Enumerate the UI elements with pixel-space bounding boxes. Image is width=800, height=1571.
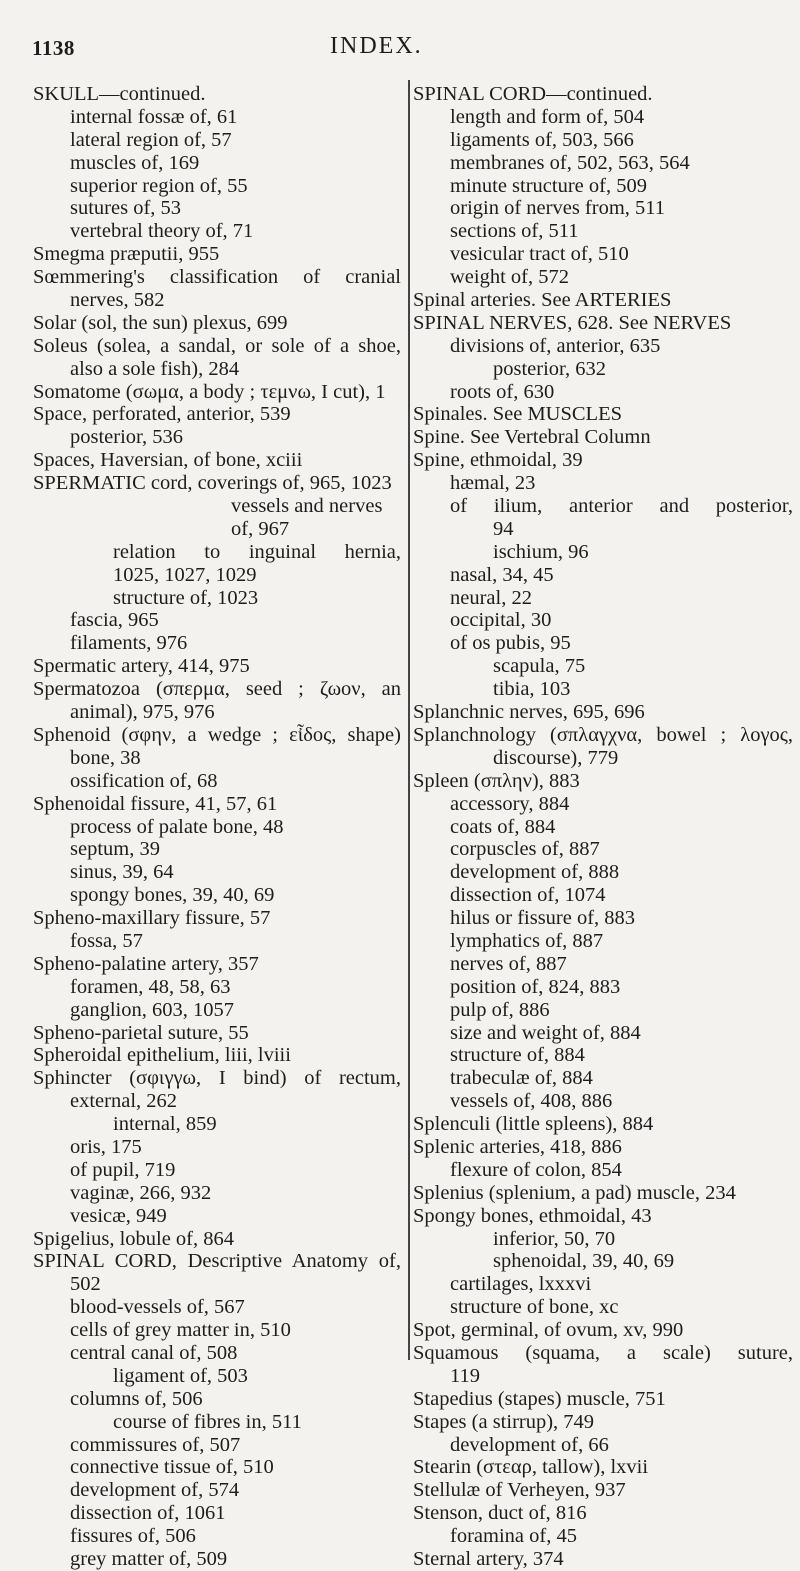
index-entry: development of, 66 (450, 1433, 609, 1456)
index-entry: vessels of, 408, 886 (450, 1090, 613, 1113)
index-entry: sutures of, 53 (70, 197, 182, 220)
page-title: INDEX. (330, 33, 423, 59)
index-entry: inferior, 50, 70 (493, 1227, 616, 1250)
index-entry: Stearin (στεαρ, tallow), lxvii (413, 1456, 649, 1479)
index-entry: pulp of, 886 (450, 998, 550, 1021)
index-entry: Splenic arteries, 418, 886 (413, 1135, 622, 1158)
index-entry: membranes of, 502, 563, 564 (450, 151, 690, 174)
index-entry: Sphenoid (σφην, a wedge ; εἶδος, shape) (33, 723, 401, 746)
index-entry: corpuscles of, 887 (450, 838, 600, 861)
index-entry: cartilages, lxxxvi (450, 1273, 592, 1296)
index-entry: Spine, ethmoidal, 39 (413, 449, 583, 472)
index-entry: Splanchnology (σπλαγχνα, bowel ; λογος, (413, 723, 793, 746)
index-entry: Squamous (squama, a scale) suture, (413, 1341, 793, 1364)
index-entry: Spermatozoa (σπερμα, seed ; ζωον, an (33, 678, 401, 701)
index-entry: 502 (70, 1273, 101, 1296)
index-entry: sections of, 511 (450, 220, 579, 243)
index-entry: Spermatic artery, 414, 975 (33, 655, 250, 678)
index-entry: septum, 39 (70, 838, 160, 861)
index-entry: foramina of, 45 (450, 1525, 577, 1548)
index-entry: Spine. See Vertebral Column (413, 426, 651, 449)
index-entry: fossa, 57 (70, 929, 143, 952)
index-entry: development of, 574 (70, 1479, 240, 1502)
index-entry: Spleen (σπλην), 883 (413, 769, 580, 792)
index-entry: roots of, 630 (450, 380, 555, 403)
index-entry: flexure of colon, 854 (450, 1158, 622, 1181)
index-entry: position of, 824, 883 (450, 975, 621, 998)
index-entry: Splenius (splenium, a pad) muscle, 234 (413, 1181, 736, 1204)
index-entry: Spinal arteries. See ARTERIES (413, 289, 672, 312)
index-entry: coats of, 884 (450, 815, 556, 838)
index-entry: hilus or fissure of, 883 (450, 907, 636, 930)
index-entry: fissures of, 506 (70, 1525, 196, 1548)
index-entry: Spinales. See MUSCLES (413, 403, 622, 426)
index-entry: Spaces, Haversian, of bone, xciii (33, 449, 303, 472)
index-entry: ligaments of, 503, 566 (450, 128, 634, 151)
index-entry: Space, perforated, anterior, 539 (33, 403, 291, 426)
column-divider (408, 80, 410, 1360)
index-entry: vertebral theory of, 71 (70, 220, 254, 243)
index-entry: external, 262 (70, 1090, 178, 1113)
index-entry: of os pubis, 95 (450, 632, 571, 655)
index-entry: internal fossæ of, 61 (70, 105, 238, 128)
index-entry: muscles of, 169 (70, 151, 200, 174)
index-entry: origin of nerves from, 511 (450, 197, 666, 220)
index-entry: dissection of, 1061 (70, 1502, 226, 1525)
index-entry: filaments, 976 (70, 632, 188, 655)
index-entry: Spheno-palatine artery, 357 (33, 952, 259, 975)
index-entry: superior region of, 55 (70, 174, 248, 197)
index-entry: scapula, 75 (493, 655, 586, 678)
index-entry: nerves of, 887 (450, 952, 567, 975)
index-entry: Stellulæ of Verheyen, 937 (413, 1479, 626, 1502)
index-entry: hæmal, 23 (450, 472, 536, 495)
index-entry: SPERMATIC cord, coverings of, 965, 1023 (33, 472, 392, 495)
index-entry: foramen, 48, 58, 63 (70, 975, 231, 998)
index-entry: ganglion, 603, 1057 (70, 998, 234, 1021)
index-entry: occipital, 30 (450, 609, 552, 632)
index-entry: connective tissue of, 510 (70, 1456, 274, 1479)
index-entry: development of, 888 (450, 861, 620, 884)
index-entry: Stapes (a stirrup), 749 (413, 1410, 595, 1433)
index-entry: weight of, 572 (450, 266, 569, 289)
index-entry: lateral region of, 57 (70, 128, 232, 151)
index-entry: Sphincter (σφιγγω, I bind) of rectum, (33, 1067, 401, 1090)
index-entry: structure of, 1023 (113, 586, 259, 609)
index-entry: posterior, 632 (493, 357, 607, 380)
index-entry: process of palate bone, 48 (70, 815, 284, 838)
index-entry: grey matter of, 509 (70, 1548, 228, 1570)
index-entry: ischium, 96 (493, 540, 589, 563)
index-entry: Stenson, duct of, 816 (413, 1502, 587, 1525)
index-entry: Spheno-parietal suture, 55 (33, 1021, 249, 1044)
index-entry: dissection of, 1074 (450, 884, 606, 907)
index-entry: relation to inguinal hernia, (113, 540, 401, 563)
index-entry: animal), 975, 976 (70, 701, 215, 724)
index-entry: Solar (sol, the sun) plexus, 699 (33, 311, 288, 334)
index-entry: vaginæ, 266, 932 (70, 1181, 212, 1204)
index-entry: columns of, 506 (70, 1387, 203, 1410)
index-entry: vessels and nerves (231, 495, 383, 518)
index-entry: internal, 859 (113, 1113, 217, 1136)
index-entry: Sternal artery, 374 (413, 1548, 564, 1570)
page-number: 1138 (32, 36, 75, 60)
index-entry: size and weight of, 884 (450, 1021, 641, 1044)
index-entry: Spot, germinal, of ovum, xv, 990 (413, 1319, 684, 1342)
index-entry: ligament of, 503 (113, 1364, 248, 1387)
index-entry: Somatome (σωμα, a body ; τεμνω, I cut), 1 (33, 380, 386, 403)
index-entry: 94 (493, 517, 514, 540)
index-entry: Sphenoidal fissure, 41, 57, 61 (33, 792, 278, 815)
index-entry: 119 (450, 1364, 480, 1387)
index-column-right (413, 83, 793, 1571)
index-column-left (33, 83, 401, 1571)
index-entry: Spheno-maxillary fissure, 57 (33, 907, 271, 930)
index-entry: Splanchnic nerves, 695, 696 (413, 701, 645, 724)
index-entry: blood-vessels of, 567 (70, 1296, 245, 1319)
index-entry: fascia, 965 (70, 609, 159, 632)
index-entry: structure of, 884 (450, 1044, 585, 1067)
index-entry: structure of bone, xc (450, 1296, 619, 1319)
index-entry: accessory, 884 (450, 792, 570, 815)
index-entry: Soleus (solea, a sandal, or sole of a shoe, (33, 334, 401, 357)
index-entry: SPINAL NERVES, 628. See NERVES (413, 311, 732, 334)
index-entry: tibia, 103 (493, 678, 571, 701)
index-entry: vesicæ, 949 (70, 1204, 167, 1227)
index-entry: SPINAL CORD—continued. (413, 83, 653, 105)
index-entry: ossification of, 68 (70, 769, 218, 792)
index-entry: 1025, 1027, 1029 (113, 563, 257, 586)
index-entry: lymphatics of, 887 (450, 929, 604, 952)
index-entry: oris, 175 (70, 1135, 142, 1158)
index-entry: sphenoidal, 39, 40, 69 (493, 1250, 675, 1273)
index-entry: trabeculæ of, 884 (450, 1067, 593, 1090)
index-entry: cells of grey matter in, 510 (70, 1319, 291, 1342)
index-entry: central canal of, 508 (70, 1341, 238, 1364)
index-entry: minute structure of, 509 (450, 174, 647, 197)
index-entry: posterior, 536 (70, 426, 184, 449)
index-entry: course of fibres in, 511 (113, 1410, 302, 1433)
index-entry: Spheroidal epithelium, liii, lviii (33, 1044, 291, 1067)
index-entry: spongy bones, 39, 40, 69 (70, 884, 275, 907)
index-entry: SPINAL CORD, Descriptive Anatomy of, (33, 1250, 401, 1273)
index-entry: Smegma præputii, 955 (33, 243, 220, 266)
index-entry: also a sole fish), 284 (70, 357, 240, 380)
index-entry: Stapedius (stapes) muscle, 751 (413, 1387, 666, 1410)
index-entry: SKULL—continued. (33, 83, 206, 105)
index-entry: nerves, 582 (70, 289, 165, 312)
index-entry: of pupil, 719 (70, 1158, 176, 1181)
index-entry: bone, 38 (70, 746, 141, 769)
index-entry: vesicular tract of, 510 (450, 243, 629, 266)
index-entry: sinus, 39, 64 (70, 861, 174, 884)
index-entry: divisions of, anterior, 635 (450, 334, 661, 357)
index-entry: discourse), 779 (493, 746, 619, 769)
index-entry: length and form of, 504 (450, 105, 645, 128)
index-entry: neural, 22 (450, 586, 532, 609)
index-entry: nasal, 34, 45 (450, 563, 554, 586)
index-entry: commissures of, 507 (70, 1433, 241, 1456)
index-entry: of ilium, anterior and posterior, (450, 495, 793, 518)
index-entry: Sœmmering's classification of cranial (33, 266, 401, 289)
index-entry: Spongy bones, ethmoidal, 43 (413, 1204, 652, 1227)
index-entry: of, 967 (231, 517, 290, 540)
index-entry: Spigelius, lobule of, 864 (33, 1227, 235, 1250)
index-entry: Splenculi (little spleens), 884 (413, 1113, 654, 1136)
